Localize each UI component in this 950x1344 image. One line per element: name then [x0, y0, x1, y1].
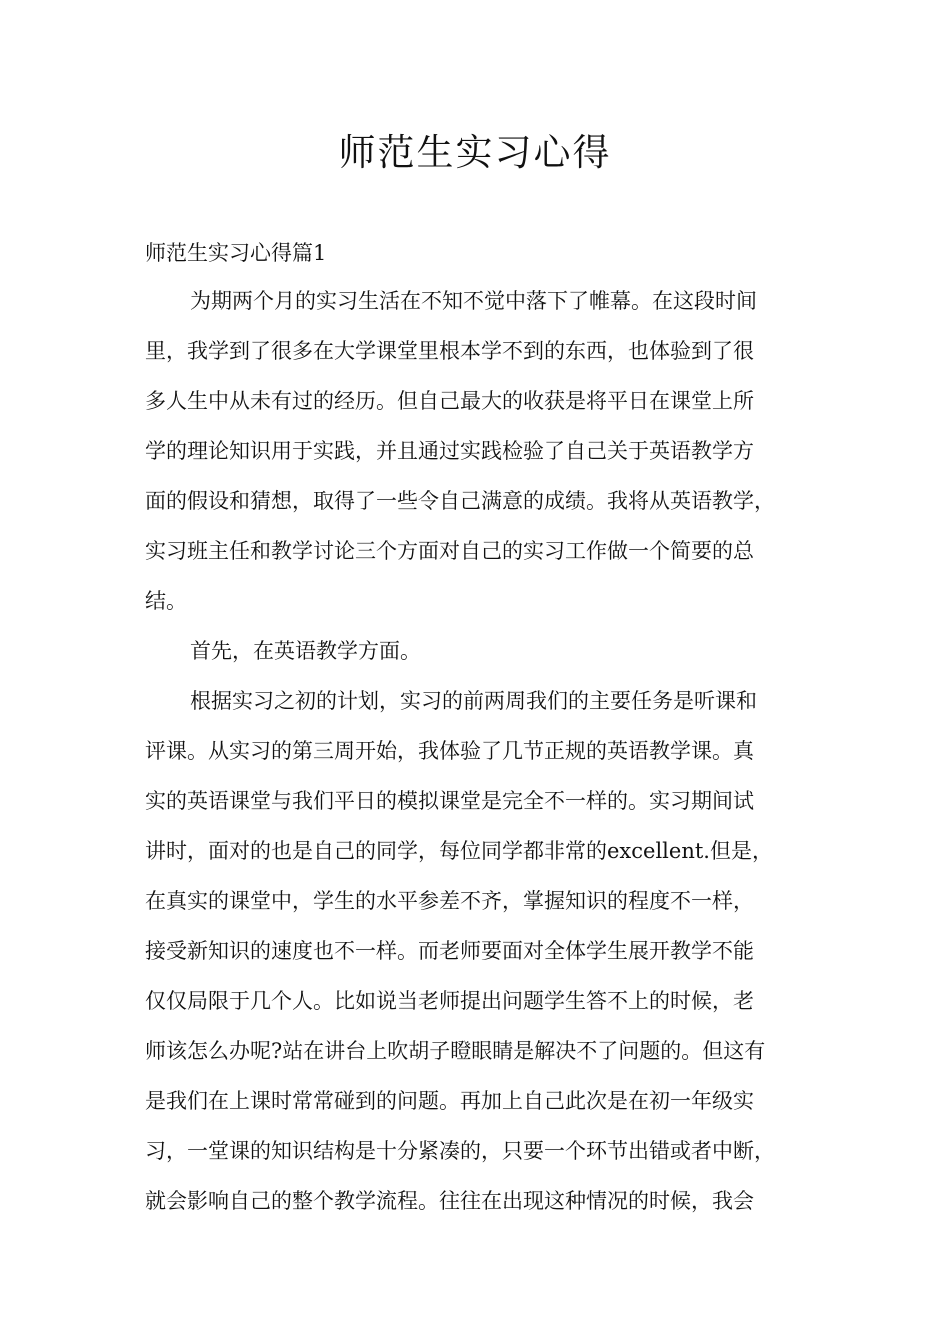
paragraph-line: 里，我学到了很多在大学课堂里根本学不到的东西，也体验到了很: [145, 339, 754, 363]
paragraph-line: 实习班主任和教学讨论三个方面对自己的实习工作做一个简要的总: [145, 539, 754, 563]
section-heading: 师范生实习心得篇1: [145, 241, 327, 265]
paragraph-line: 首先，在英语教学方面。: [190, 639, 421, 663]
paragraph-line: 实的英语课堂与我们平日的模拟课堂是完全不一样的。实习期间试: [145, 789, 754, 813]
paragraph-line: 结。: [145, 589, 187, 613]
paragraph-line: 学的理论知识用于实践，并且通过实践检验了自己关于英语教学方: [145, 439, 754, 463]
paragraph-line: 仅仅局限于几个人。比如说当老师提出问题学生答不上的时候，老: [145, 989, 754, 1013]
paragraph-line: 就会影响自己的整个教学流程。往往在出现这种情况的时候，我会: [145, 1189, 754, 1213]
paragraph-line: 接受新知识的速度也不一样。而老师要面对全体学生展开教学不能: [145, 939, 754, 963]
paragraph-line: 多人生中从未有过的经历。但自己最大的收获是将平日在课堂上所: [145, 389, 754, 413]
paragraph-line: 讲时，面对的也是自己的同学，每位同学都非常的excellent.但是，: [145, 839, 773, 863]
paragraph-line: 在真实的课堂中，学生的水平参差不齐，掌握知识的程度不一样，: [145, 889, 754, 913]
paragraph-line: 习，一堂课的知识结构是十分紧凑的，只要一个环节出错或者中断，: [145, 1139, 775, 1163]
paragraph-line: 师该怎么办呢?站在讲台上吹胡子瞪眼睛是解决不了问题的。但这有: [145, 1039, 766, 1063]
paragraph-line: 根据实习之初的计划，实习的前两周我们的主要任务是听课和: [190, 689, 757, 713]
paragraph-line: 评课。从实习的第三周开始，我体验了几节正规的英语教学课。真: [145, 739, 754, 763]
paragraph-line: 为期两个月的实习生活在不知不觉中落下了帷幕。在这段时间: [190, 289, 757, 313]
document-title: 师范生实习心得: [338, 131, 612, 174]
paragraph-line: 是我们在上课时常常碰到的问题。再加上自己此次是在初一年级实: [145, 1089, 754, 1113]
paragraph-line: 面的假设和猜想，取得了一些令自己满意的成绩。我将从英语教学，: [145, 489, 775, 513]
